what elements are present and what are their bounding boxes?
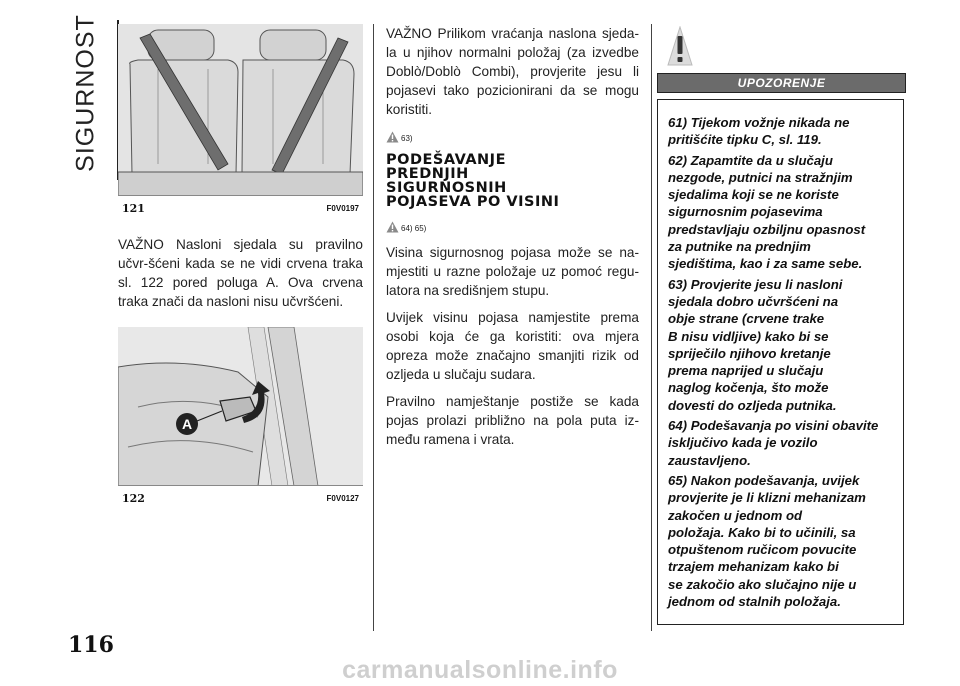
heading-line: POJASEVA PO VISINI <box>386 194 560 210</box>
page-number: 116 <box>68 632 114 658</box>
figure-number: 121 <box>122 202 145 215</box>
warning-item <box>668 114 904 149</box>
figure-code: F0V0127 <box>326 494 359 503</box>
heading-line: PREDNJIH <box>386 166 469 182</box>
note-reference-text: 64) 65) <box>401 224 427 233</box>
heading-line: SIGURNOSNIH <box>386 180 507 196</box>
warning-item-line: 61) Tijekom vožnje nikada ne <box>668 115 850 130</box>
warning-item-line: 65) Nakon podešavanja, uvijek <box>668 472 860 488</box>
watermark: carmanualsonline.info <box>342 656 618 684</box>
warning-item-line: za putnike na prednjim <box>668 239 811 255</box>
section-heading <box>386 153 639 209</box>
seatback-paragraph: VAŽNO Nasloni sjedala su pravilno učvr-šćeni kada se ne vidi crvena traka sl. 122 pored poluga A. Ova crvena traka znači da nasloni nisu učvršćeni. <box>118 237 363 309</box>
belt-adjustment-column <box>386 24 639 449</box>
warning-item-line: predstavljaju ozbiljnu opasnost <box>668 221 866 237</box>
warning-banner: UPOZORENJE <box>657 73 906 93</box>
warning-item-line: nezgode, putnici na stražnjim <box>668 169 853 185</box>
warning-item <box>668 417 904 469</box>
warning-small-icon <box>386 131 399 143</box>
figure-121 <box>118 24 363 218</box>
figure-122 <box>118 327 363 508</box>
warning-item <box>668 152 904 273</box>
body-paragraph: Visina sigurnosnog pojasa može se na-mjestiti u razne položaje uz pomoć regu-latora na središnjem stupu. <box>386 245 639 298</box>
warning-item-line: isključivo kada je vozilo <box>668 435 818 451</box>
warning-item-line: sjedalima koji se ne koriste <box>668 187 839 203</box>
warning-small-icon <box>386 221 399 233</box>
heading-line: PODEŠAVANJE <box>386 152 506 168</box>
warning-item <box>668 472 904 610</box>
intro-paragraph: VAŽNO Prilikom vraćanja naslona sjeda-la u njihov normalni položaj (za izvedbe Doblò/Doblò Combi), provjerite jesu li pojasevi tako pozicionirani da se mogu koristiti. <box>386 26 639 117</box>
note-reference <box>386 127 639 143</box>
warning-item-line: pritišćite tipku C, sl. 119. <box>668 132 822 148</box>
warning-item-line: trzajem mehanizam kako bi <box>668 559 839 575</box>
warning-list <box>668 114 904 613</box>
warning-item-line: 63) Provjerite jesu li nasloni <box>668 276 843 292</box>
body-paragraph: Pravilno namještanje postiže se kada pojas prolazi približno na pola puta iz-među ramena i vrata. <box>386 394 639 447</box>
figure-code: F0V0197 <box>326 204 359 213</box>
warning-item-line: sjedištima, kao i za same sebe. <box>668 256 863 272</box>
warning-item-line: jednom od stalnih položaja. <box>668 594 841 610</box>
body-paragraph: Uvijek visinu pojasa namjestite prema osobi koja će ga koristiti: ova mjera opreza može značajno smanjiti rizik od ozljeda u slučaju sudara. <box>386 310 639 382</box>
warning-triangle-icon <box>667 26 693 66</box>
warning-item-line: položaja. Kako bi to učinili, sa <box>668 524 856 540</box>
warning-item-line: dovesti do ozljeda putnika. <box>668 397 837 413</box>
column-divider <box>651 24 652 631</box>
warning-item-line: zaustavljeno. <box>668 452 751 468</box>
figure-caption <box>118 195 363 218</box>
figure-caption <box>118 485 363 508</box>
warning-item <box>668 276 904 414</box>
warning-item-line: 62) Zapamtite da u slučaju <box>668 152 833 168</box>
warning-item-line: otpuštenom ručicom povucite <box>668 542 857 558</box>
warning-item-line: 64) Podešavanja po visini obavite <box>668 418 879 434</box>
note-reference-text: 63) <box>401 134 413 143</box>
figure-number: 122 <box>122 492 145 505</box>
warning-item-line: obje strane (crvene trake <box>668 311 825 327</box>
warning-item-line: sjedala dobro učvršćeni na <box>668 293 839 309</box>
rear-seats-illustration <box>118 24 363 196</box>
warning-item-line: spriječilo njihovo kretanje <box>668 345 831 361</box>
seat-lever-illustration <box>118 327 363 486</box>
warning-item-line: sigurnosnim pojasevima <box>668 204 823 220</box>
warning-item-line: se zakočio ako slučajno nije u <box>668 576 857 592</box>
column-divider <box>373 24 374 631</box>
warning-item-line: naglog kočenja, što može <box>668 380 829 396</box>
warning-item-line: B nisu vidljive) kako bi se <box>668 328 829 344</box>
warning-item-line: provjerite je li klizni mehanizam <box>668 490 866 506</box>
note-reference <box>386 217 639 233</box>
section-label <box>66 14 106 172</box>
section-label-text: SIGURNOST <box>71 14 100 172</box>
callout-a: A <box>176 413 198 435</box>
warning-item-line: prema naprijed u slučaju <box>668 363 824 379</box>
warning-item-line: zakočen u jednom od <box>668 507 803 523</box>
